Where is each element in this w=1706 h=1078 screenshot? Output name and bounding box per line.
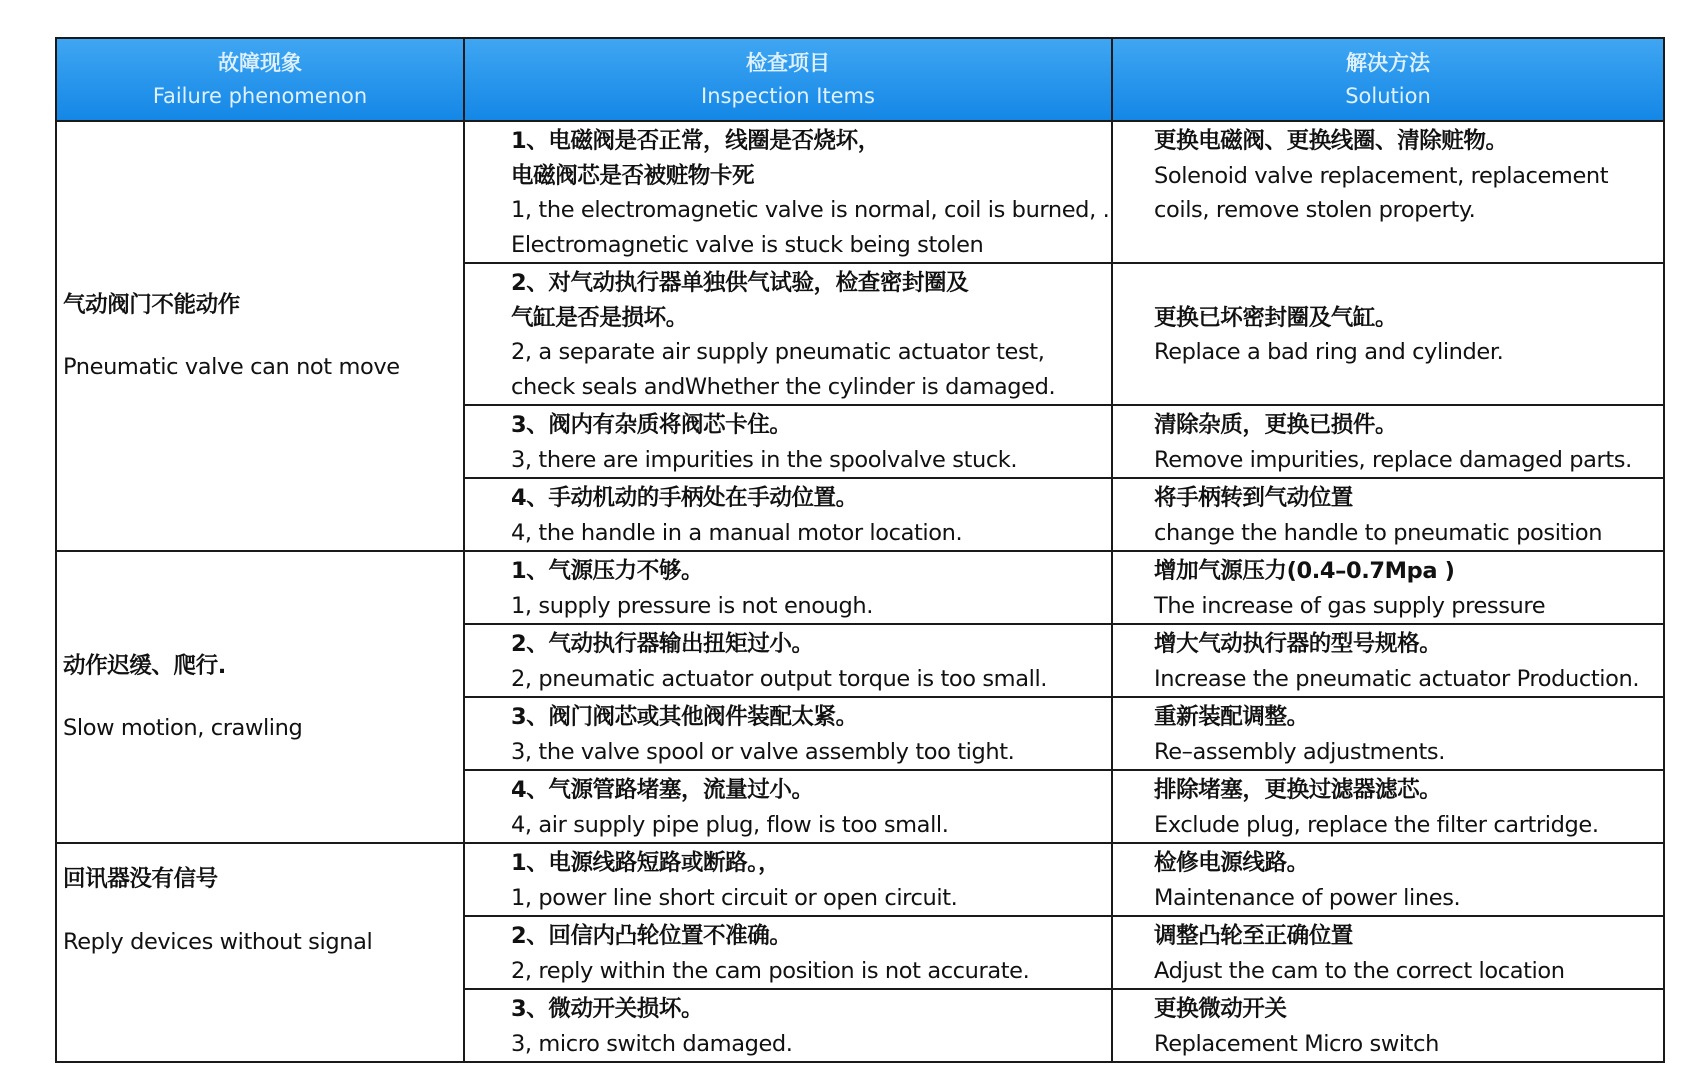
inspection-cell: 3、微动开关损坏。 3, micro switch damaged. bbox=[464, 989, 1112, 1062]
solution-cell: 增加气源压力(0.4–0.7Mpa ) The increase of gas supply pressure bbox=[1112, 551, 1664, 624]
failure-cell: 回讯器没有信号 Reply devices without signal bbox=[56, 843, 464, 1062]
solution-cell: 更换电磁阀、更换线圈、清除赃物。 Solenoid valve replacement, replacement coils, remove stolen property. bbox=[1112, 121, 1664, 263]
table-row bbox=[56, 843, 1664, 916]
solution-cell: 重新装配调整。 Re–assembly adjustments. bbox=[1112, 697, 1664, 770]
inspection-cell: 2、回信内凸轮位置不准确。 2, reply within the cam position is not accurate. bbox=[464, 916, 1112, 989]
solution-cell: 清除杂质，更换已损件。 Remove impurities, replace damaged parts. bbox=[1112, 405, 1664, 478]
header-failure: 故障现象 Failure phenomenon bbox=[56, 38, 464, 121]
solution-cell: 更换微动开关 Replacement Micro switch bbox=[1112, 989, 1664, 1062]
inspection-cell: 3、阀门阀芯或其他阀件装配太紧。 3, the valve spool or valve assembly too tight. bbox=[464, 697, 1112, 770]
failure-cell: 动作迟缓、爬行. Slow motion, crawling bbox=[56, 551, 464, 843]
header-inspection: 检查项目 Inspection Items bbox=[464, 38, 1112, 121]
inspection-cell: 1、电磁阀是否正常，线圈是否烧坏， 电磁阀芯是否被赃物卡死 1, the electromagnetic valve is normal, coil is burned, . Electromagnetic valve is stuck being stolen bbox=[464, 121, 1112, 263]
solution-cell: 调整凸轮至正确位置 Adjust the cam to the correct location bbox=[1112, 916, 1664, 989]
inspection-cell: 2、气动执行器输出扭矩过小。 2, pneumatic actuator output torque is too small. bbox=[464, 624, 1112, 697]
header-solution: 解决方法 Solution bbox=[1112, 38, 1664, 121]
solution-cell: 排除堵塞，更换过滤器滤芯。 Exclude plug, replace the filter cartridge. bbox=[1112, 770, 1664, 843]
solution-cell: 检修电源线路。 Maintenance of power lines. bbox=[1112, 843, 1664, 916]
header-row bbox=[56, 38, 1664, 121]
solution-cell: 更换已坏密封圈及气缸。 Replace a bad ring and cylinder. bbox=[1112, 263, 1664, 405]
inspection-cell: 2、对气动执行器单独供气试验，检查密封圈及 气缸是否是损坏。 2, a separate air supply pneumatic actuator test, check seals andWhether the cylinder is damaged. bbox=[464, 263, 1112, 405]
table-row bbox=[56, 121, 1664, 263]
inspection-cell: 1、电源线路短路或断路。， 1, power line short circuit or open circuit. bbox=[464, 843, 1112, 916]
solution-cell: 将手柄转到气动位置 change the handle to pneumatic position bbox=[1112, 478, 1664, 551]
troubleshooting-table bbox=[55, 37, 1665, 1063]
failure-cell: 气动阀门不能动作 Pneumatic valve can not move bbox=[56, 121, 464, 551]
inspection-cell: 4、手动机动的手柄处在手动位置。 4, the handle in a manual motor location. bbox=[464, 478, 1112, 551]
inspection-cell: 4、气源管路堵塞，流量过小。 4, air supply pipe plug, flow is too small. bbox=[464, 770, 1112, 843]
troubleshooting-sheet bbox=[55, 37, 1663, 1063]
table-row bbox=[56, 551, 1664, 624]
solution-cell: 增大气动执行器的型号规格。 Increase the pneumatic actuator Production. bbox=[1112, 624, 1664, 697]
inspection-cell: 3、阀内有杂质将阀芯卡住。 3, there are impurities in the spoolvalve stuck. bbox=[464, 405, 1112, 478]
inspection-cell: 1、气源压力不够。 1, supply pressure is not enough. bbox=[464, 551, 1112, 624]
